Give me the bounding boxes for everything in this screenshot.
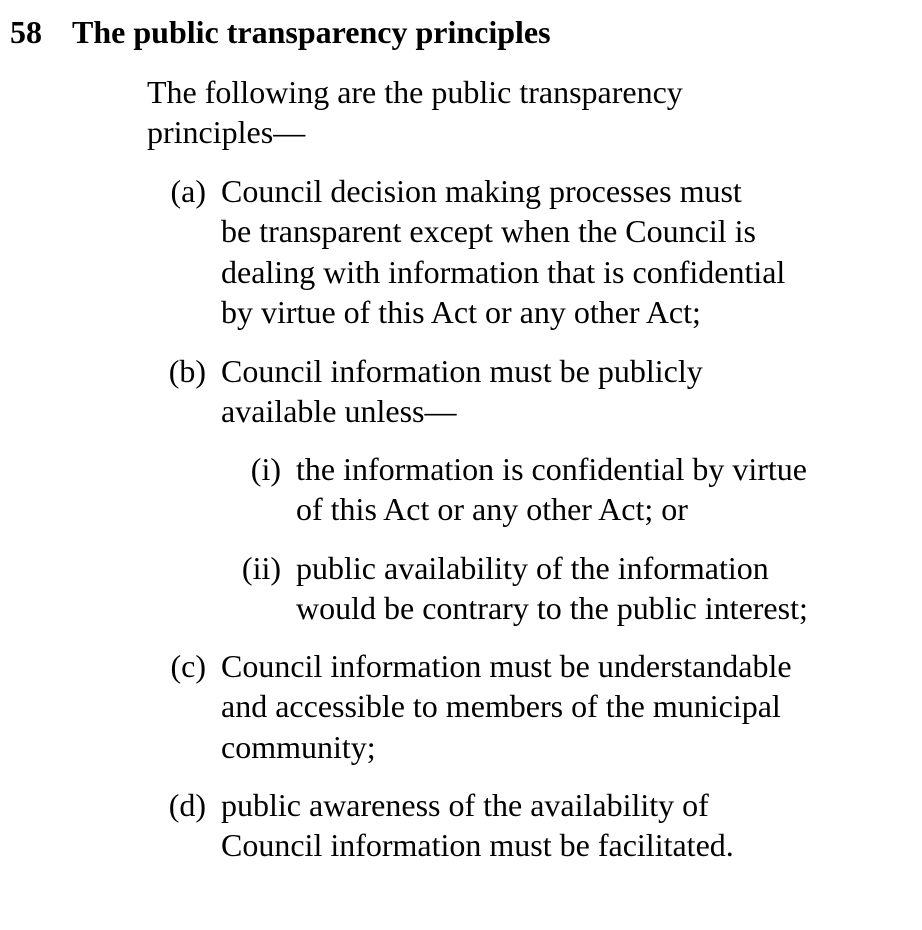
text-line: Council information must be understandable <box>221 648 792 684</box>
intro-line: principles— <box>147 114 306 150</box>
section-title: The public transparency principles <box>72 14 551 50</box>
text-line: dealing with information that is confidential <box>221 253 786 290</box>
text-line: Council information must be publicly <box>221 353 703 389</box>
text-line: available unless— <box>221 393 457 430</box>
subparagraph-label: (ii) <box>241 550 281 586</box>
text-line: by virtue of this Act or any other Act; <box>221 293 701 330</box>
paragraph-text <box>221 171 785 332</box>
section-heading <box>10 12 551 52</box>
section-number: 58 <box>10 14 42 50</box>
text-line: of this Act or any other Act; or <box>296 491 688 528</box>
text-line: community; <box>221 728 376 765</box>
paragraph-text <box>221 351 703 432</box>
paragraph-label: (d) <box>168 787 206 823</box>
text-line: public availability of the information <box>296 550 769 586</box>
intro-paragraph <box>147 72 787 152</box>
paragraph-text <box>221 785 734 866</box>
text-line: public awareness of the availability of <box>221 787 709 823</box>
text-line: be transparent except when the Council is <box>221 213 756 250</box>
subparagraph-text <box>296 449 807 530</box>
paragraph-label: (c) <box>170 648 206 684</box>
text-line: and accessible to members of the municipal <box>221 688 781 725</box>
text-line: Council information must be facilitated. <box>221 827 734 864</box>
intro-line: The following are the public transparency <box>147 74 683 110</box>
paragraph-text <box>221 646 792 767</box>
text-line: Council decision making processes must <box>221 173 742 209</box>
paragraph-label: (a) <box>170 173 206 209</box>
subparagraph-text <box>296 548 808 629</box>
subparagraph-label: (i) <box>250 451 281 487</box>
text-line: the information is confidential by virtue <box>296 451 807 487</box>
paragraph-label: (b) <box>168 353 206 389</box>
text-line: would be contrary to the public interest; <box>296 590 808 627</box>
